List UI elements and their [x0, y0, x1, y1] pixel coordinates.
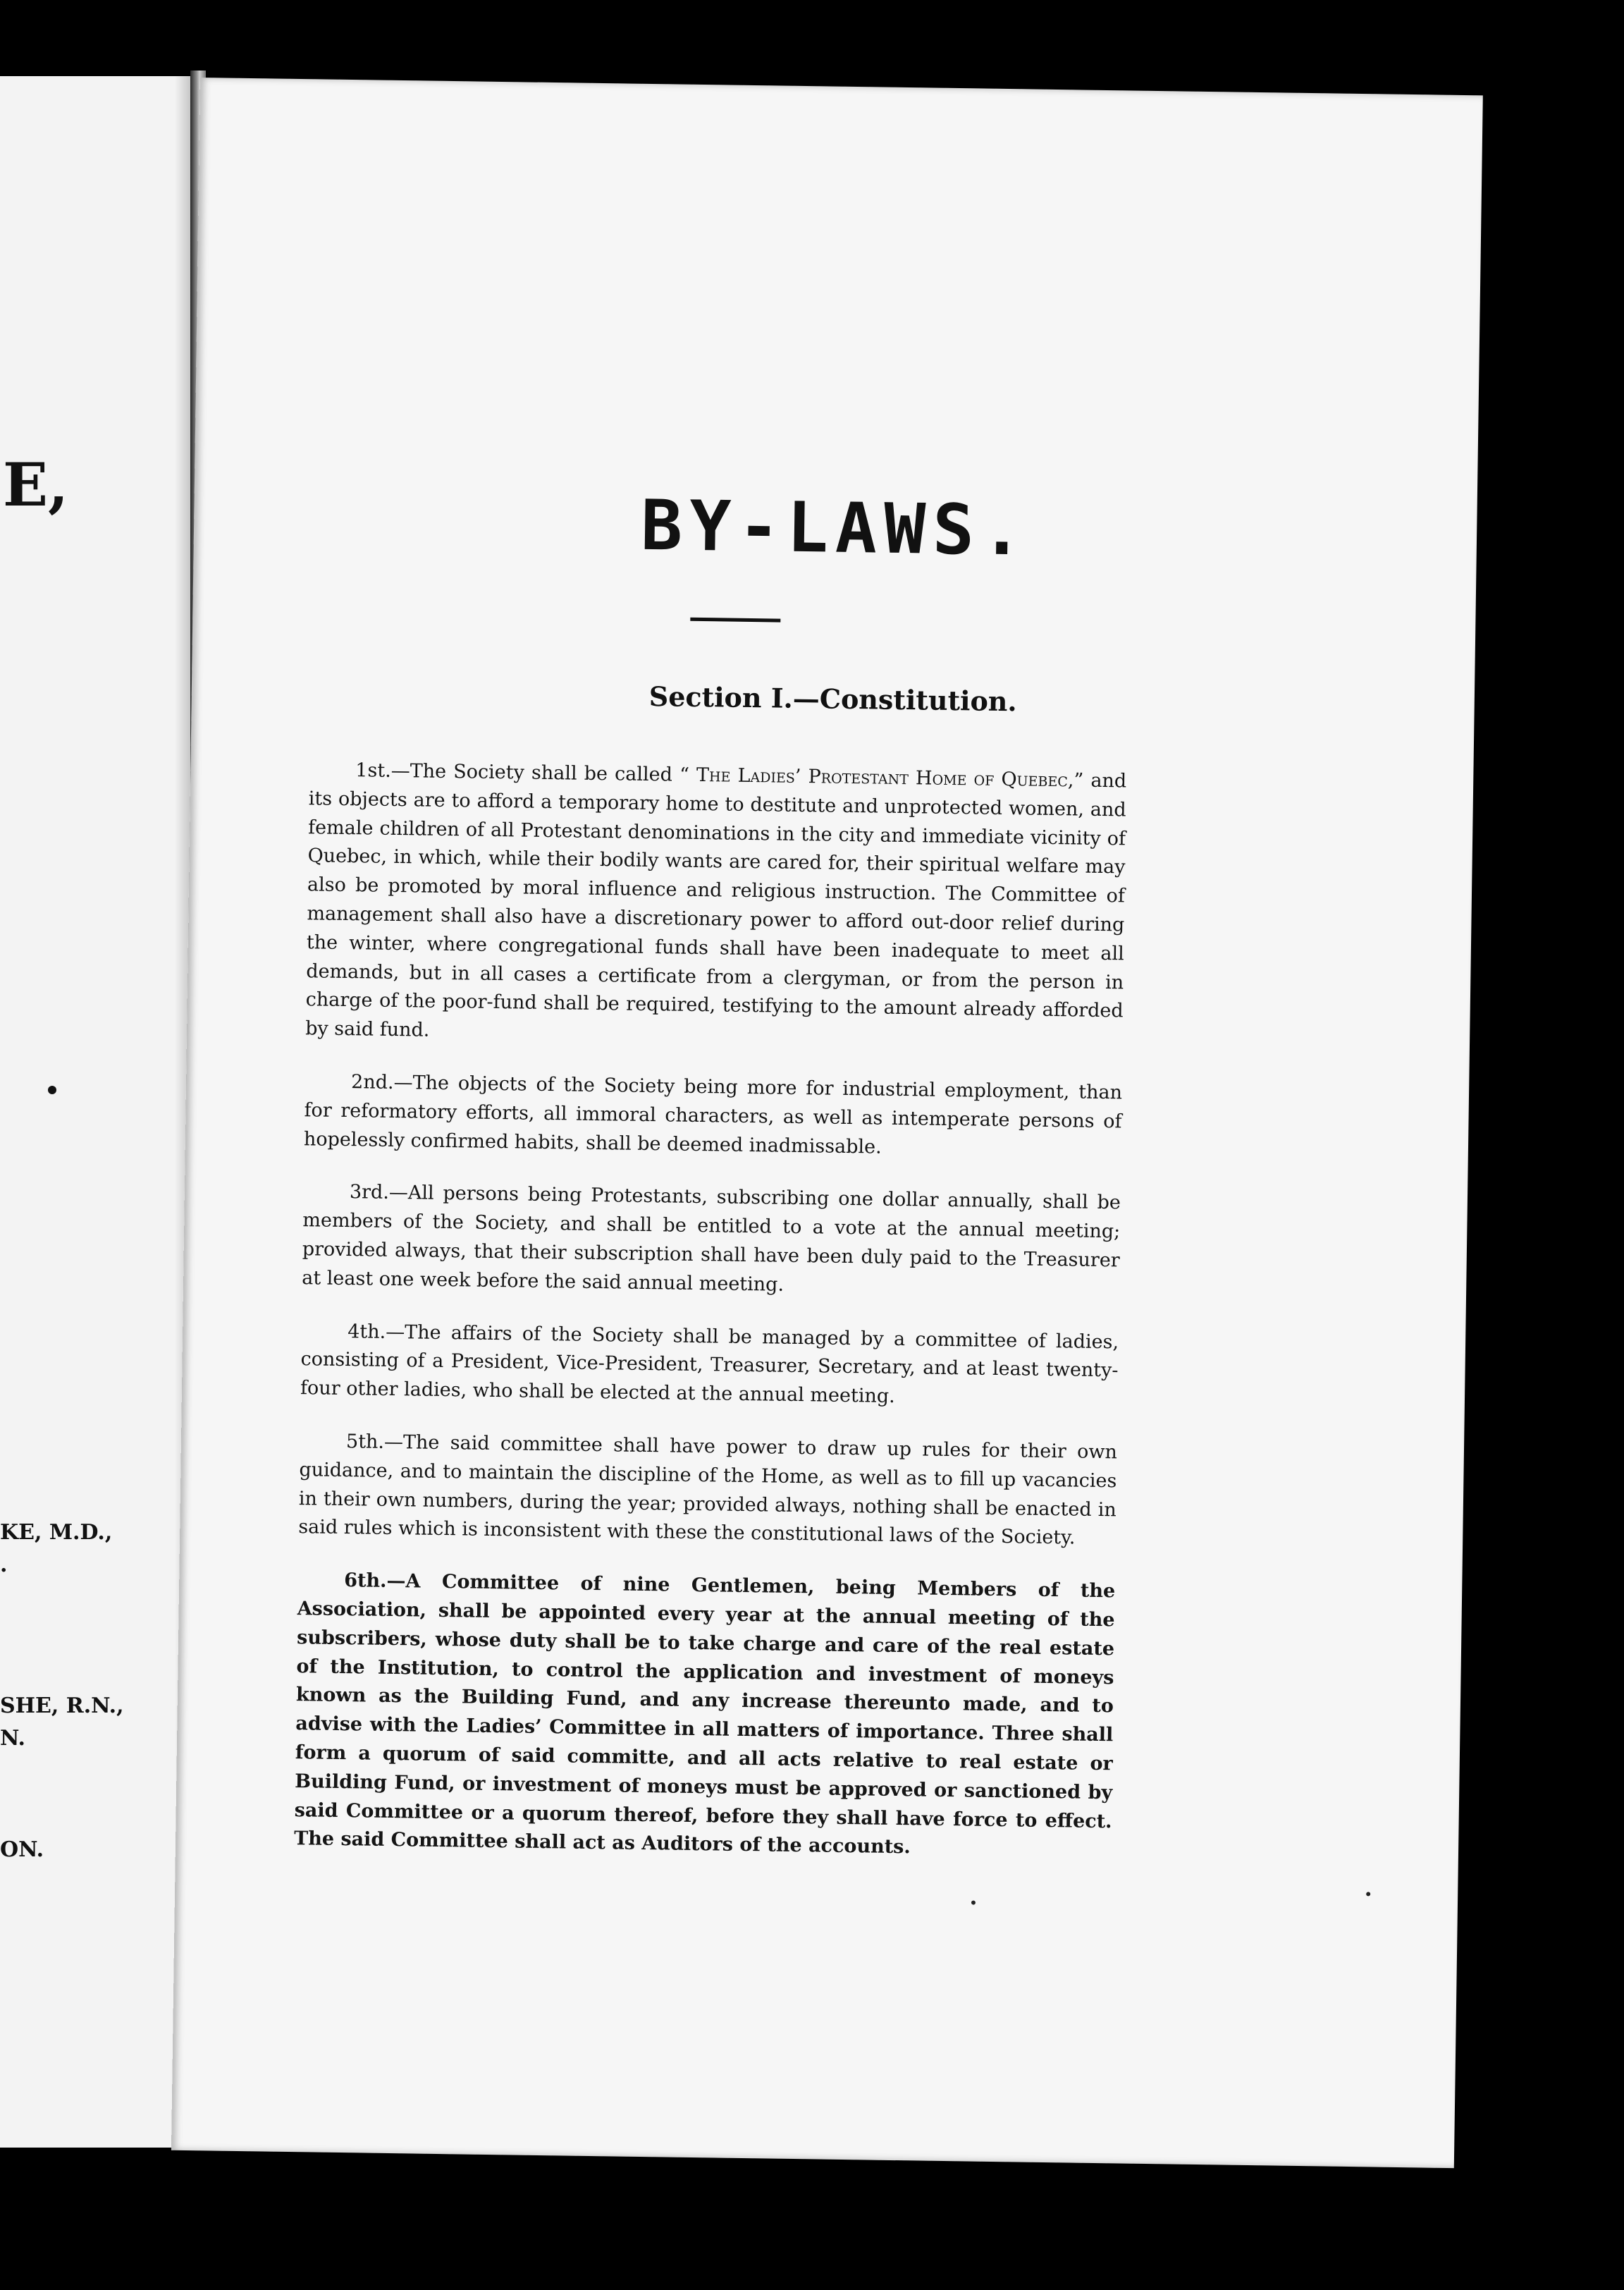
- right-page: [171, 78, 1483, 2168]
- section-heading: Section I.—Constitution.: [648, 680, 1018, 718]
- bylaw-label: 2nd.: [350, 1071, 394, 1094]
- bylaw-label: 5th.: [345, 1431, 385, 1453]
- left-page: [0, 76, 200, 2148]
- bylaw-paragraph-5th: [298, 1427, 1117, 1553]
- bylaw-paragraph-4th: [300, 1317, 1119, 1415]
- society-name: The Ladies’ Protestant Home of Quebec,: [696, 764, 1074, 792]
- bylaw-label: 4th.: [347, 1320, 386, 1343]
- bylaw-label: 6th.: [344, 1569, 387, 1593]
- bylaws-body: [293, 756, 1126, 1889]
- left-page-fragment: SHE, R.N.,: [0, 1694, 124, 1718]
- left-page-fragment: ON.: [0, 1837, 44, 1862]
- left-page-fragment: E,: [3, 450, 69, 520]
- bylaw-text: —The said committee shall have power to draw up rules for their own guidance, and to maintain the discipline of the Home, as well as to fill up vacancies in their own numbers, during the year; provided always, nothing shall be enacted in said rules which is inconsistent with these the constitutional laws of the Society.: [298, 1431, 1118, 1549]
- ink-speck: [1366, 1892, 1370, 1896]
- bylaw-paragraph-6th: [294, 1566, 1116, 1865]
- ink-speck: [971, 1901, 976, 1905]
- bylaw-label: 3rd.: [349, 1181, 390, 1204]
- bylaw-text: —A Committee of nine Gentlemen, being Members of the Association, shall be appointed every year at the annual meeting of the subscribers, whose duty shall be to take charge and care of the real estate of the Institution, to control the application and investment of moneys known as the Building Fund, and any increase thereunto made, and to advise with the Ladies’ Committee in all matters of importance. Three shall form a quorum of said committe, and all acts relative to real estate or Building Fund, or investment of moneys must be approved or sanctioned by said Committee or a quorum thereof, before they shall have force to effect. The said Committee shall act as Auditors of the accounts.: [293, 1570, 1116, 1859]
- bylaw-text: —All persons being Protestants, subscribing one dollar annually, shall be members of the Society, and shall be entitled to a vote at the annual meeting; provided always, that their subscription shall have been duly paid to the Treasurer at least one week before the said annual meeting.: [302, 1182, 1121, 1296]
- bylaw-lead: —The Society shall be called “: [390, 759, 697, 786]
- page-title: BY-LAWS.: [640, 485, 1031, 572]
- bylaw-text: ” and its objects are to afford a temporary home to destitute and unprotected women, and female children of all Protestant denominations in the city and immediate vicinity of Quebec, in which, while their bodily wants are cared for, their spiritual welfare may also be promoted by moral influence and religious instruction. The Committee of management shall also have a discretionary power to afford out-door relief during the winter, where congregational funds shall have been inadequate to meet all demands, but in all cases a certificate from a clergyman, or from the person in charge of the poor-fund shall be required, testifying to the amount already afforded by said fund.: [304, 769, 1127, 1041]
- bylaw-paragraph-1st: [305, 756, 1127, 1055]
- bylaw-text: —The affairs of the Society shall be managed by a committee of ladies, consisting of a President, Vice-President, Treasurer, Secretary, and at least twenty-four other ladies, who shall be elected at the annual meeting.: [300, 1321, 1119, 1408]
- title-rule: [690, 618, 780, 623]
- left-page-fragment: KE, M.D.,: [0, 1520, 113, 1545]
- bylaw-paragraph-2nd: [304, 1067, 1123, 1165]
- left-page-fragment: .: [0, 1553, 8, 1577]
- bylaw-label: 1st.: [355, 759, 391, 782]
- bylaw-paragraph-3rd: [302, 1178, 1121, 1304]
- left-page-fragment: N.: [0, 1726, 25, 1751]
- ink-dot: [48, 1086, 56, 1094]
- bylaw-text: —The objects of the Society being more for industrial employment, than for reformatory efforts, all immoral characters, as well as intemperate persons of hopelessly confirmed habits, shall be deemed inadmissable.: [303, 1071, 1123, 1158]
